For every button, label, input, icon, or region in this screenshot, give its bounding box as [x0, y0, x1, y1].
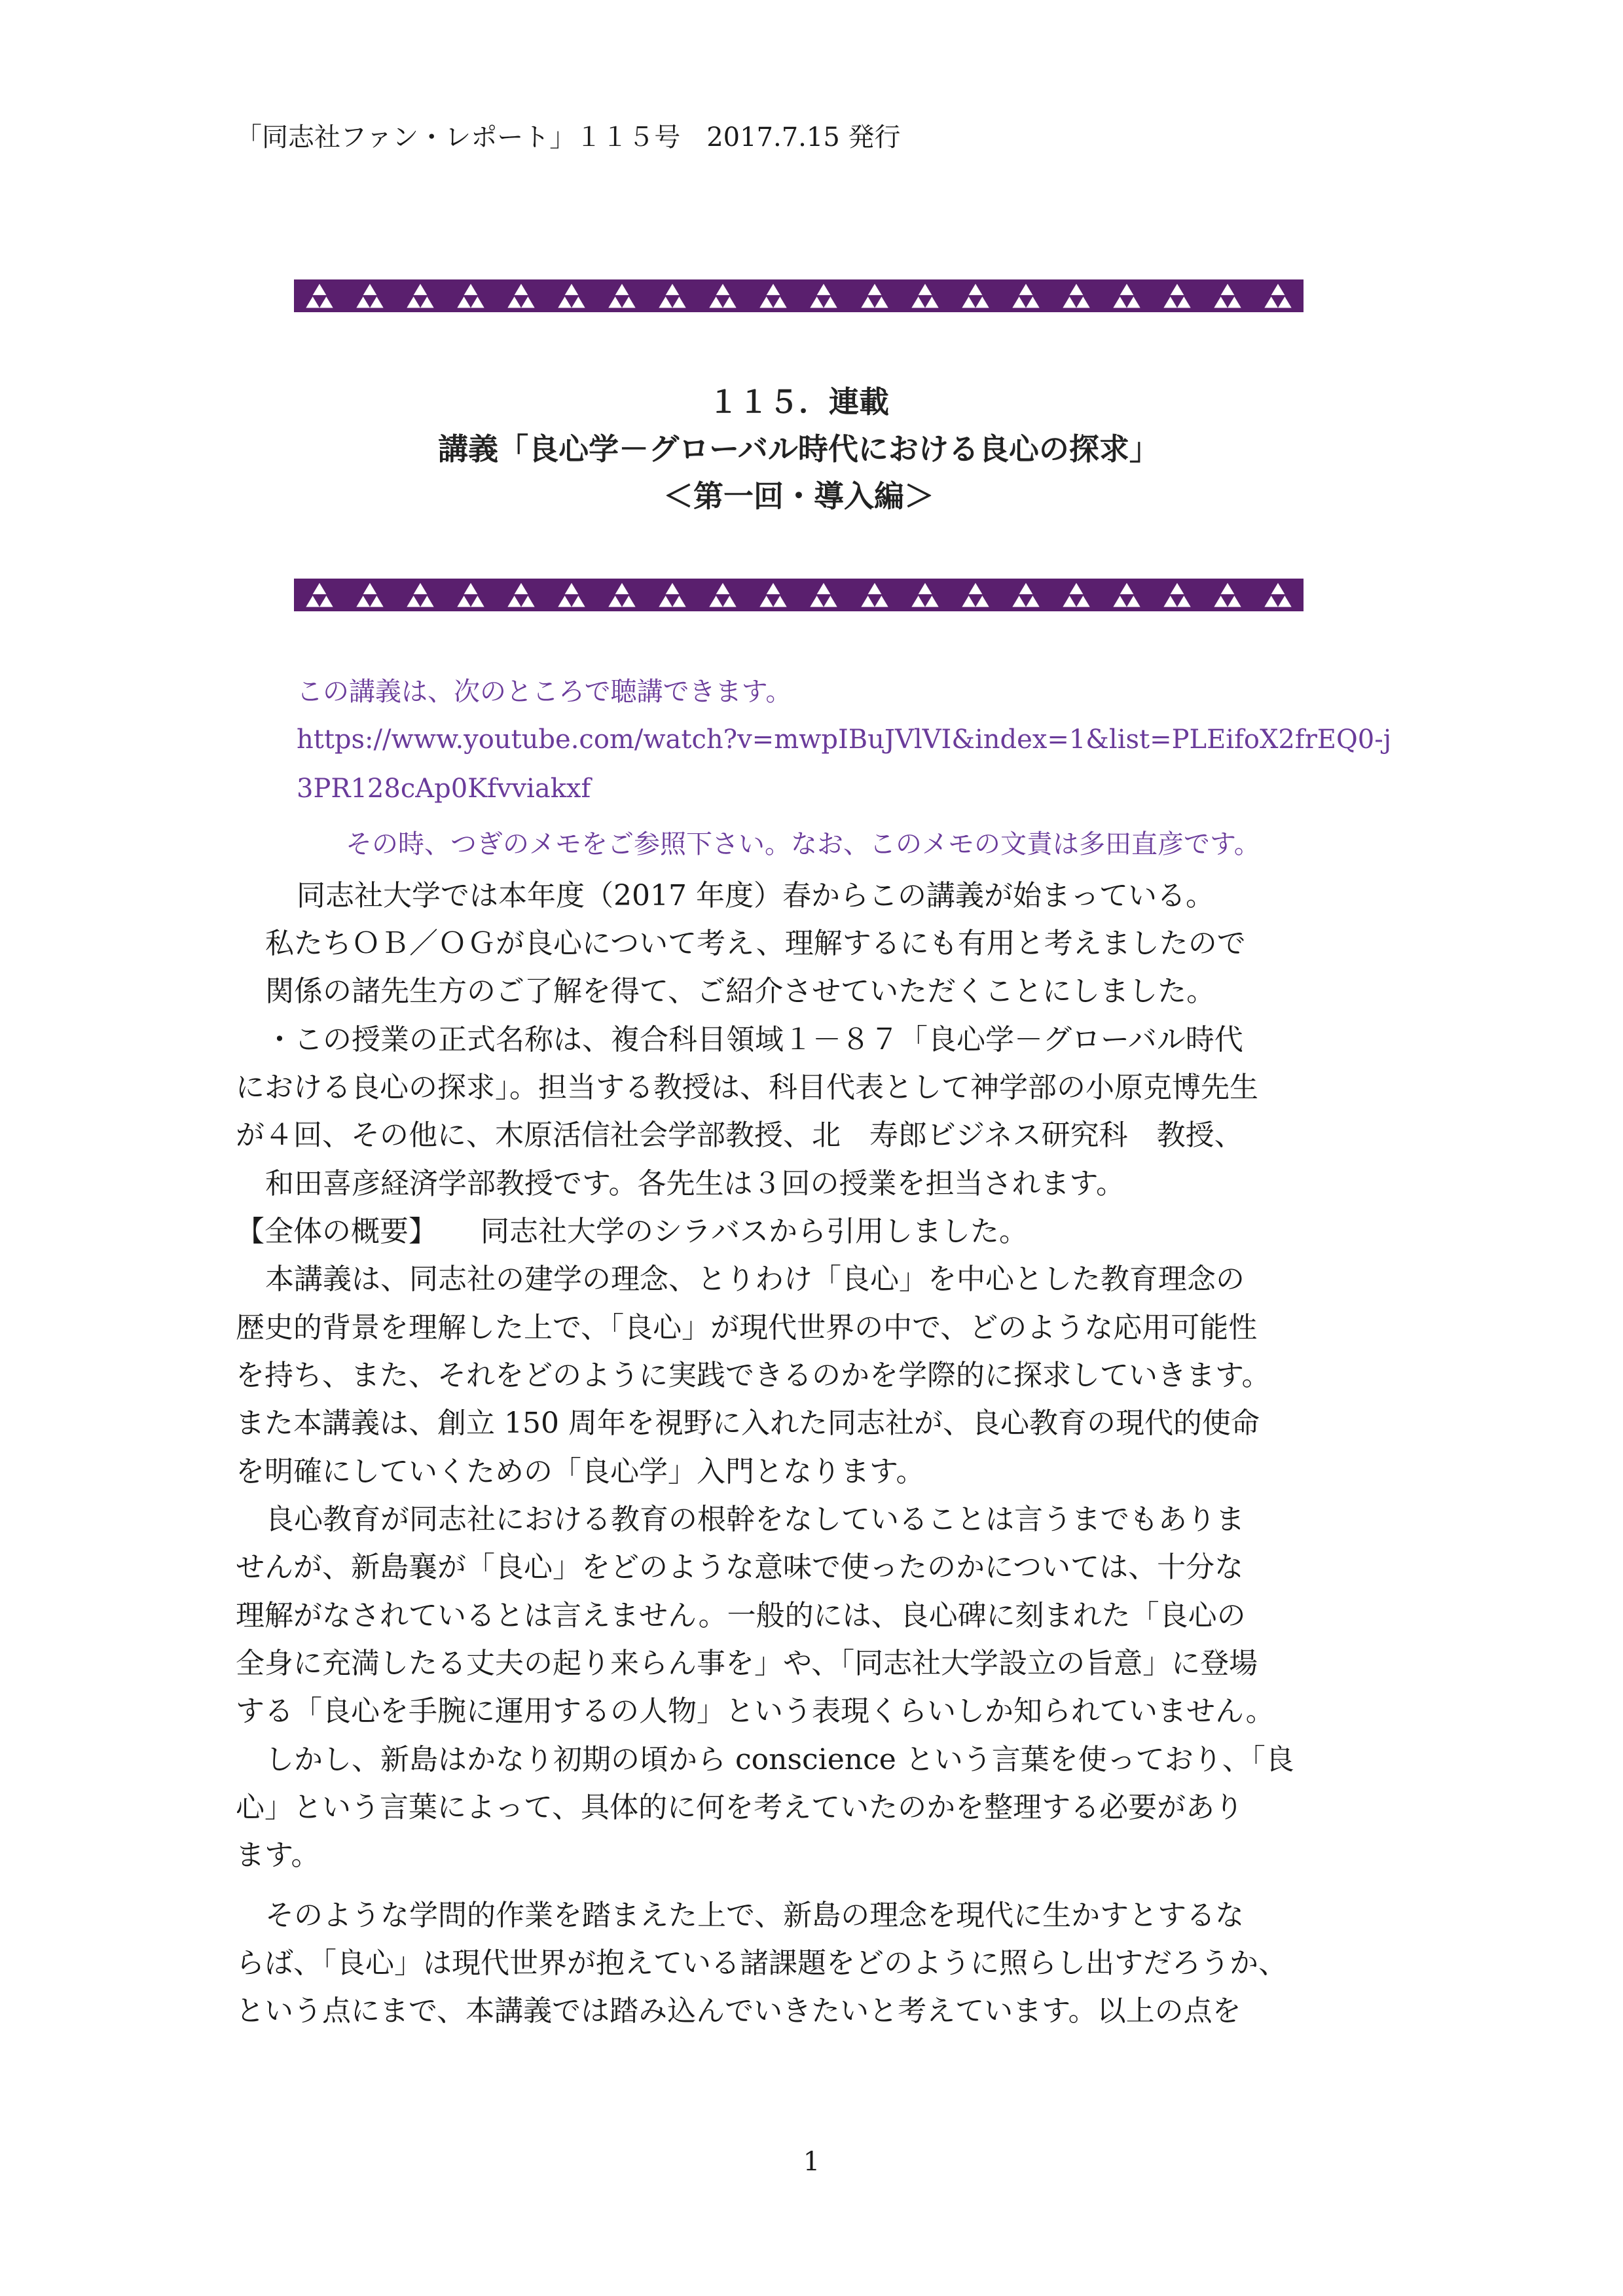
triforce-icon [809, 282, 839, 310]
triforce-icon [506, 581, 536, 609]
body-line: 和田喜彦経済学部教授です。各先生は３回の授業を担当されます。 [265, 1167, 1125, 1200]
triforce-icon [607, 282, 637, 310]
body-line: しかし、新島はかなり初期の頃から conscience という言葉を使っており、「良 [265, 1743, 1294, 1776]
body-line: せんが、新島襄が「良心」をどのような意味で使ったのかについては、十分な [236, 1551, 1244, 1584]
body-line: 私たちＯＢ／ＯＧが良心について考え、理解するにも有用と考えましたので [265, 927, 1246, 960]
triforce-icon [1011, 581, 1041, 609]
body-line: という点にまで、本講義では踏み込んでいきたいと考えています。以上の点を [236, 1994, 1241, 2028]
triforce-icon [708, 282, 738, 310]
triforce-icon [960, 581, 991, 609]
youtube-link-line2[interactable]: 3PR128cAp0Kfvviakxf [297, 774, 591, 804]
body-line: が４回、その他に、木原活信社会学部教授、北 寿郎ビジネス研究科 教授、 [236, 1119, 1243, 1152]
body-line: また本講義は、創立 150 周年を視野に入れた同志社が、良心教育の現代的使命 [236, 1407, 1260, 1440]
triforce-icon [708, 581, 738, 609]
body-line: らば、「良心」は現代世界が抱えている諸課題をどのように照らし出すだろうか、 [236, 1946, 1287, 1980]
series-title: １１５．連載 [708, 384, 889, 420]
youtube-link-line1[interactable]: https://www.youtube.com/watch?v=mwpIBuJVlVI&index=1&list=PLEifoX2frEQ0-j [297, 725, 1392, 755]
page-number: 1 [803, 2147, 820, 2177]
body-line: 心」という言葉によって、具体的に何を考えていたのかを整理する必要があり [236, 1791, 1244, 1824]
triforce-icon [405, 282, 435, 310]
triforce-icon [405, 581, 435, 609]
body-line: 本講義は、同志社の建学の理念、とりわけ「良心」を中心とした教育理念の [265, 1263, 1245, 1296]
triforce-icon [1112, 581, 1142, 609]
triforce-icon [556, 581, 587, 609]
note-memo: その時、つぎのメモをご参照下さい。なお、このメモの文責は多田直彦です。 [346, 829, 1260, 859]
body-line: を明確にしていくための「良心学」入門となります。 [236, 1455, 925, 1488]
triforce-icon [456, 581, 486, 609]
triforce-icon [1263, 581, 1293, 609]
triforce-icon [758, 581, 788, 609]
triforce-icon [304, 282, 335, 310]
lecture-subtitle: ＜第一回・導入編＞ [663, 478, 934, 514]
triforce-icon [1213, 282, 1243, 310]
decorative-banner-top [294, 279, 1304, 312]
triforce-icon [304, 581, 335, 609]
lecture-title: 講義「良心学－グローバル時代における良心の探求」 [438, 431, 1159, 467]
section-heading-overview: 【全体の概要】 同志社大学のシラバスから引用しました。 [236, 1215, 1028, 1248]
body-line: ・この授業の正式名称は、複合科目領域１－８７「良心学－グローバル時代 [265, 1023, 1243, 1056]
triforce-icon [1011, 282, 1041, 310]
triforce-icon [1263, 282, 1293, 310]
triforce-icon [355, 282, 385, 310]
triforce-icon [1162, 282, 1192, 310]
triforce-icon [910, 282, 940, 310]
decorative-banner-bottom [294, 579, 1304, 611]
body-line: 理解がなされているとは言えません。一般的には、良心碑に刻まれた「良心の [236, 1599, 1246, 1632]
body-line: 全身に充満したる丈夫の起り来らん事を」や、「同志社大学設立の旨意」に登場 [236, 1647, 1258, 1680]
triforce-icon [607, 581, 637, 609]
body-line: 歴史的背景を理解した上で、「良心」が現代世界の中で、どのような応用可能性 [236, 1311, 1258, 1344]
body-line: する「良心を手腕に運用するの人物」という表現くらいしか知られていません。 [236, 1695, 1275, 1728]
triforce-icon [1061, 282, 1091, 310]
triforce-icon [657, 282, 687, 310]
body-line: における良心の探求」。担当する教授は、科目代表として神学部の小原克博先生 [236, 1071, 1258, 1104]
triforce-icon [1162, 581, 1192, 609]
body-line: 関係の諸先生方のご了解を得て、ご紹介させていただくことにしました。 [265, 975, 1216, 1008]
note-intro: この講義は、次のところで聴講できます。 [297, 677, 792, 707]
triforce-icon [910, 581, 940, 609]
body-line: そのような学問的作業を踏まえた上で、新島の理念を現代に生かすとするな [265, 1899, 1245, 1932]
document-header: 「同志社ファン・レポート」１１５号 2017.7.15 発行 [236, 122, 901, 152]
body-line: ます。 [236, 1839, 320, 1872]
triforce-icon [860, 581, 890, 609]
triforce-icon [355, 581, 385, 609]
body-line: 同志社大学では本年度（2017 年度）春からこの講義が始まっている。 [297, 879, 1214, 912]
triforce-icon [860, 282, 890, 310]
triforce-icon [556, 282, 587, 310]
body-line: 良心教育が同志社における教育の根幹をなしていることは言うまでもありま [265, 1503, 1245, 1536]
triforce-icon [657, 581, 687, 609]
triforce-icon [960, 282, 991, 310]
triforce-icon [758, 282, 788, 310]
triforce-icon [456, 282, 486, 310]
triforce-icon [506, 282, 536, 310]
triforce-icon [1061, 581, 1091, 609]
triforce-icon [809, 581, 839, 609]
body-line: を持ち、また、それをどのように実践できるのかを学際的に探求していきます。 [236, 1359, 1271, 1392]
triforce-icon [1213, 581, 1243, 609]
triforce-icon [1112, 282, 1142, 310]
